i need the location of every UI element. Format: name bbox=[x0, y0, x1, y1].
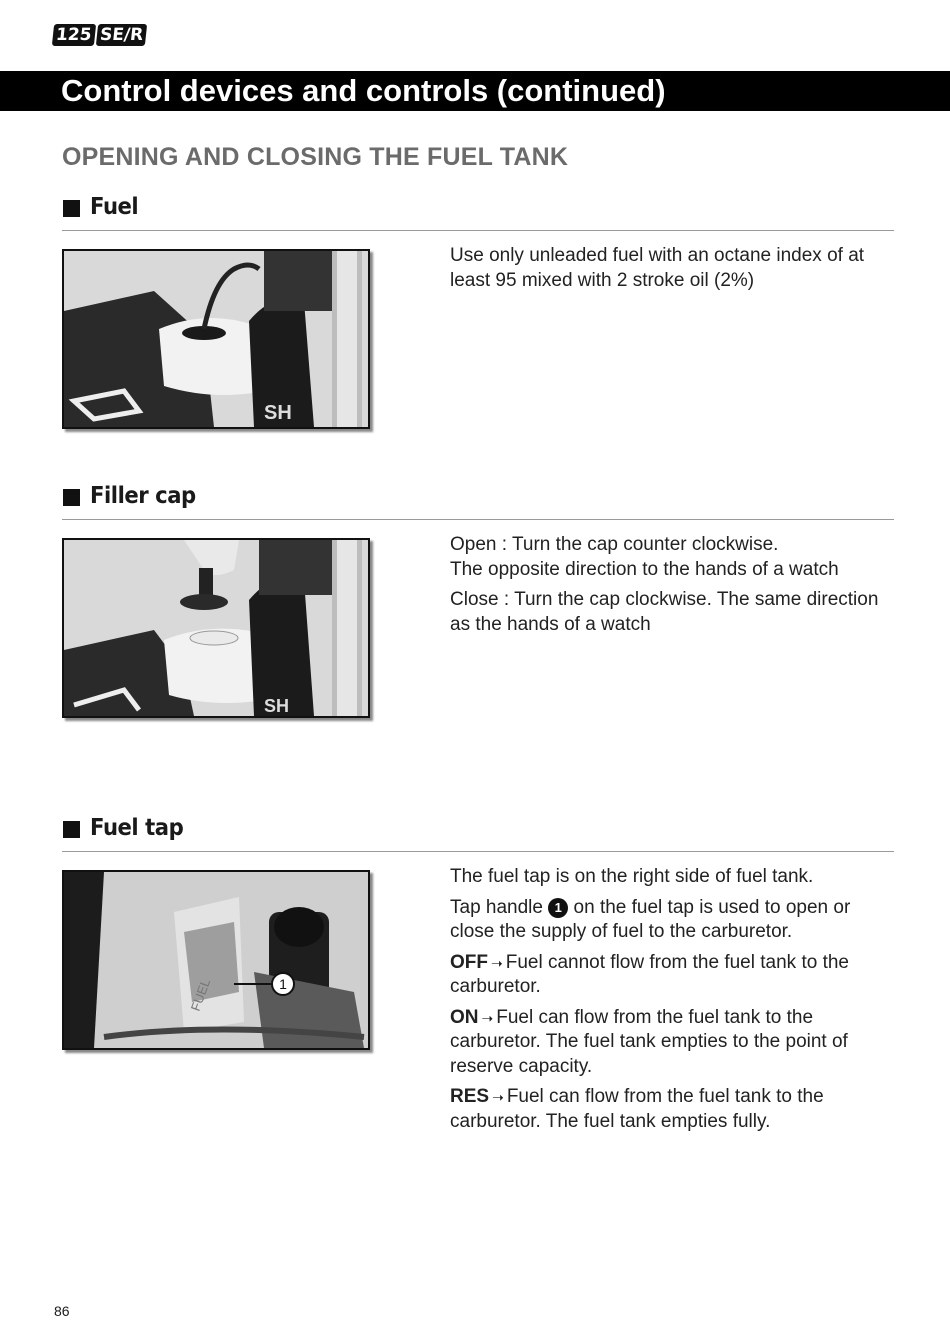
res-text: Fuel can flow from the fuel tank to the carburetor. The fuel tank empties fully. bbox=[450, 1086, 824, 1132]
square-bullet-icon bbox=[63, 489, 80, 506]
on-position bbox=[450, 1006, 890, 1080]
fuel-text-block bbox=[450, 244, 890, 299]
fuel-tap-photo bbox=[62, 870, 370, 1050]
filler-cap-photo bbox=[62, 538, 370, 718]
arrow-right-icon: ➝ bbox=[481, 1009, 494, 1026]
decal-text: SH bbox=[264, 402, 292, 424]
logo-number: 125 bbox=[52, 24, 96, 46]
open-note: The opposite direction to the hands of a watch bbox=[450, 558, 839, 580]
filler-cap-title: Filler cap bbox=[90, 483, 196, 509]
square-bullet-icon bbox=[63, 200, 80, 217]
off-text: Fuel cannot flow from the fuel tank to the carburetor. bbox=[450, 951, 849, 997]
fuel-tap-title: Fuel tap bbox=[90, 815, 184, 841]
page-number: 86 bbox=[54, 1303, 70, 1319]
callout-number: 1 bbox=[279, 976, 287, 992]
page-title: Control devices and controls (continued) bbox=[61, 73, 666, 108]
square-bullet-icon bbox=[63, 821, 80, 838]
logo-model: SE/R bbox=[95, 24, 146, 46]
fuel-description: Use only unleaded fuel with an octane index of at least 95 mixed with 2 stroke oil (2%) bbox=[450, 245, 865, 291]
off-label: OFF bbox=[450, 951, 488, 973]
fuel-tap-subheading bbox=[62, 813, 894, 852]
arrow-right-icon: ➝ bbox=[491, 954, 503, 971]
marker-1-icon: 1 bbox=[548, 898, 568, 918]
fuel-label: FUEL bbox=[187, 976, 214, 1014]
fuel-tap-text-block bbox=[450, 865, 890, 1140]
open-instruction: Open : Turn the cap counter clockwise. bbox=[450, 534, 779, 555]
arrow-right-icon: ➝ bbox=[492, 1089, 504, 1105]
fuel-title: Fuel bbox=[90, 194, 139, 220]
fuel-tap-location: The fuel tap is on the right side of fuel tank. bbox=[450, 866, 814, 887]
res-position bbox=[450, 1085, 890, 1134]
tap-handle-description: Tap handle 1 on the fuel tap is used to open or close the supply of fuel to the carburetor. bbox=[450, 896, 851, 942]
fuel-tank-photo bbox=[62, 249, 370, 429]
fuel-subheading bbox=[62, 192, 894, 231]
header-bar bbox=[0, 71, 950, 111]
filler-cap-text-block bbox=[450, 533, 890, 643]
off-position bbox=[450, 951, 890, 1000]
on-text: Fuel can flow from the fuel tank to the carburetor. The fuel tank empties to the point of reserve capacity. bbox=[450, 1006, 848, 1077]
res-label: RES bbox=[450, 1086, 490, 1107]
filler-cap-subheading bbox=[62, 481, 894, 520]
on-label: ON bbox=[450, 1006, 479, 1028]
model-logo bbox=[53, 24, 146, 46]
close-instruction: Close : Turn the cap clockwise. The same direction as the hands of a watch bbox=[450, 589, 879, 635]
section-heading: OPENING AND CLOSING THE FUEL TANK bbox=[62, 143, 569, 171]
decal-text: SH bbox=[264, 696, 290, 716]
